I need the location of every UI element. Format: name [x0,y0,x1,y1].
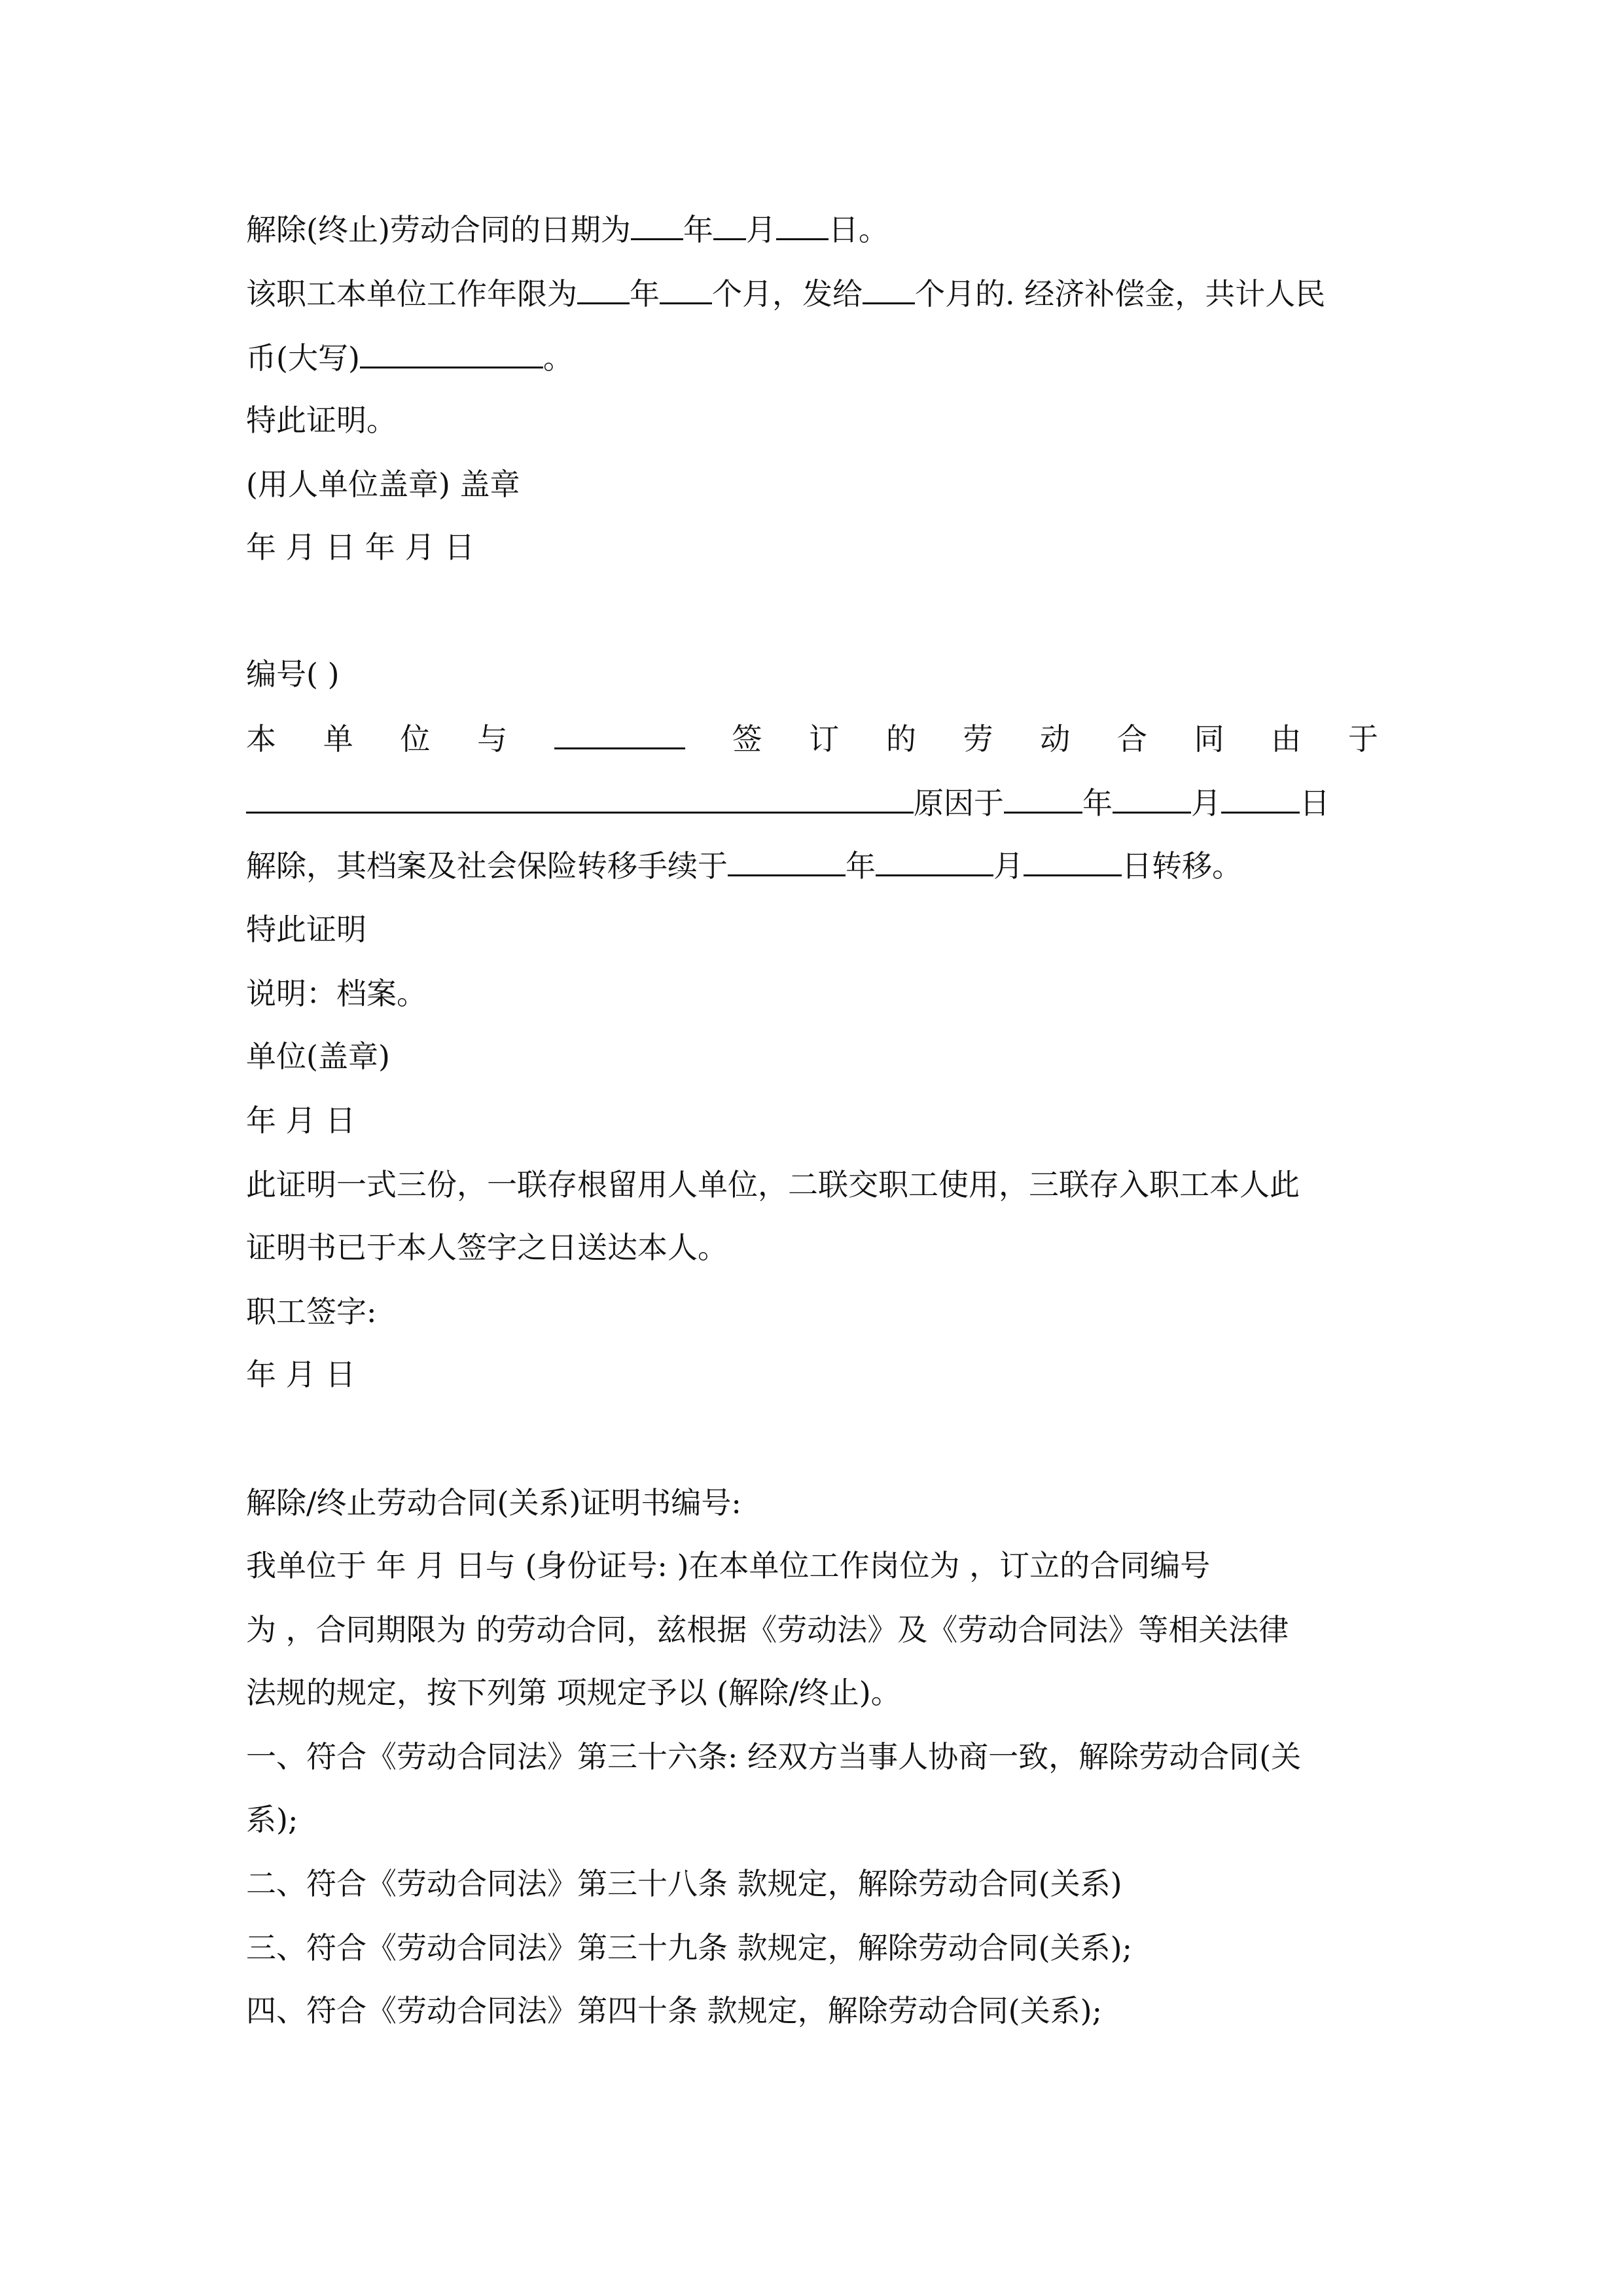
regulation-line: 法规的规定，按下列第 项规定予以 (解除/终止)。 [246,1675,901,1710]
date-line: 年 月 日 [246,1103,356,1138]
copies-note-line: 此证明一式三份，一联存根留用人单位，二联交职工使用，三联存入职工本人此 [246,1167,1300,1202]
month-blank [1113,783,1191,814]
amount-line: 币(大写) 。 [246,338,573,377]
clause-one-cont-line: 系); [246,1802,298,1837]
work-years-line: 该职工本单位工作年限为 年 个月，发给 个月的. 经济补偿金，共计人民 [246,274,1325,313]
year-blank [631,209,683,240]
unit-seal-line: 单位(盖章) [246,1039,390,1074]
clause-two-line: 二、符合《劳动合同法》第三十八条 款规定，解除劳动合同(关系) [246,1866,1122,1901]
contract-term-line: 为 ，合同期限为 的劳动合同，兹根据《劳动法》及《劳动合同法》等相关法律 [246,1612,1289,1647]
termination-date-line: 解除(终止)劳动合同的日期为 年 月 日。 [246,209,889,249]
year-blank [728,846,846,876]
clause-four-line: 四、符合《劳动合同法》第四十条 款规定，解除劳动合同(关系); [246,1993,1103,2028]
reason-date-line: 原因于 年 月 日 [246,783,1330,822]
day-blank [1221,783,1300,814]
transfer-date-line: 解除，其档案及社会保险转移手续于 年 月 日转移。 [246,846,1242,885]
contract-info-line: 我单位于 年 月 日与 (身份证号: )在本单位工作岗位为 ，订立的合同编号 [246,1548,1211,1583]
employer-seal-line: (用人单位盖章) 盖章 [246,467,520,502]
delivery-note-line: 证明书已于本人签字之日送达本人。 [246,1230,728,1265]
note-line: 说明：档案。 [246,976,427,1011]
amount-blank [360,338,543,368]
year-blank [1004,783,1082,814]
contract-reason-line: 本 单 位 与 签 订 的 劳 动 合 同 由 于 [246,719,1378,758]
employee-signature-line: 职工签字: [246,1294,377,1329]
month-blank [876,846,993,876]
certify-text: 特此证明。 [246,403,397,438]
day-blank [776,209,829,240]
compensation-months-blank [863,274,915,304]
employee-name-blank [554,719,685,749]
month-blank [713,209,746,240]
clause-one-line: 一、符合《劳动合同法》第三十六条: 经双方当事人协商一致，解除劳动合同(关 [246,1739,1302,1774]
certificate-number-line: 解除/终止劳动合同(关系)证明书编号: [246,1485,741,1520]
years-blank [577,274,630,304]
date-line: 年 月 日 [246,1357,356,1392]
months-blank [660,274,712,304]
serial-number-line: 编号( ) [246,656,340,692]
reason-blank [246,783,914,814]
certify-text: 特此证明 [246,912,366,947]
date-line: 年 月 日 年 月 日 [246,529,475,565]
clause-three-line: 三、符合《劳动合同法》第三十九条 款规定，解除劳动合同(关系); [246,1930,1133,1965]
day-blank [1024,846,1122,876]
